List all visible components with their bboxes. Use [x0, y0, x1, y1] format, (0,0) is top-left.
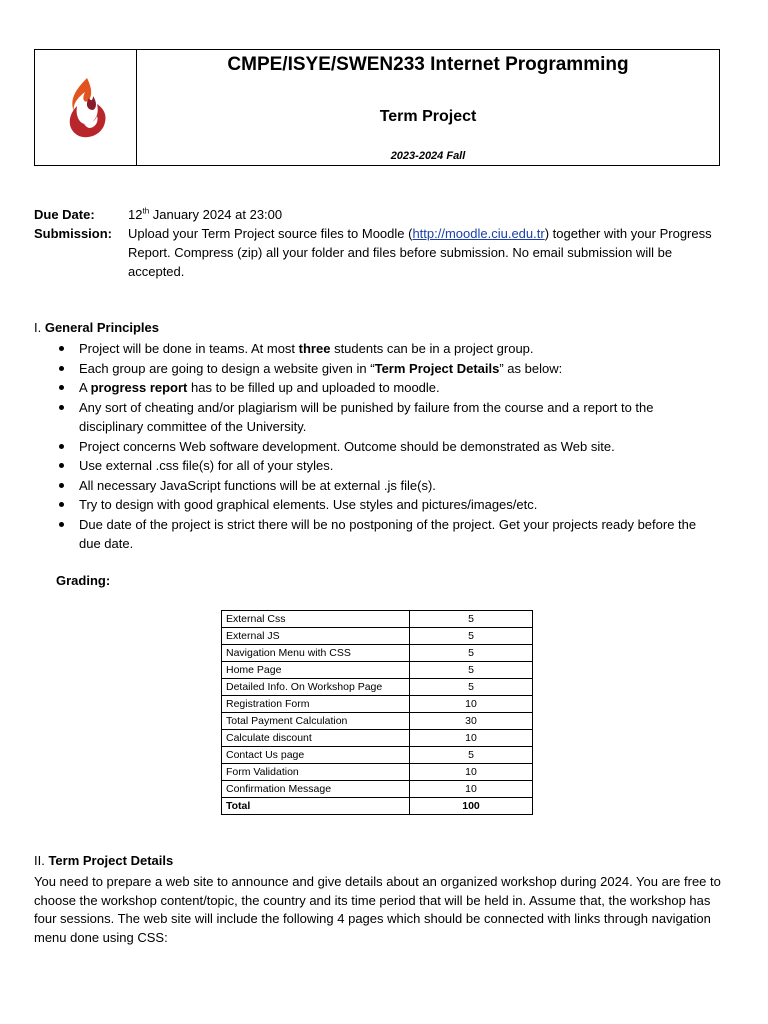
bullet-text: has to be filled up and uploaded to moodle. — [187, 380, 440, 395]
list-item — [56, 339, 706, 359]
bullet-text: students can be in a project group. — [330, 341, 534, 356]
grading-label: Grading: — [56, 573, 111, 588]
bullet-emphasis: progress report — [90, 380, 188, 395]
section-title: Term Project Details — [48, 853, 174, 868]
list-item — [56, 476, 706, 496]
section-title: General Principles — [44, 320, 160, 335]
list-item — [56, 378, 706, 398]
total-label-cell: Total — [222, 798, 410, 815]
semester-label: 2023-2024 Fall — [390, 150, 466, 162]
document-title: Term Project — [379, 108, 477, 125]
points-cell: 5 — [410, 645, 533, 662]
bullet-text: Use external .css file(s) for all of your styles. — [79, 458, 334, 473]
points-cell: 10 — [410, 781, 533, 798]
points-cell: 10 — [410, 764, 533, 781]
criterion-cell: Confirmation Message — [222, 781, 410, 798]
bullet-text: Project concerns Web software development. Outcome should be demonstrated as Web site. — [79, 438, 615, 454]
criterion-cell: Navigation Menu with CSS — [222, 645, 410, 662]
moodle-link[interactable]: http://moodle.ciu.edu.tr — [412, 226, 545, 241]
points-cell: 5 — [410, 662, 533, 679]
title-cell — [137, 50, 719, 165]
table-row — [222, 628, 533, 645]
submission-post: ) together with your Progress Report. Compress (zip) all your folder and files before submission. No email submission will be accepted. — [128, 226, 712, 279]
points-cell: 5 — [410, 611, 533, 628]
list-item — [56, 437, 706, 457]
submission-label: Submission: — [34, 226, 113, 241]
bullet-text: A — [79, 380, 91, 395]
points-cell: 5 — [410, 747, 533, 764]
points-cell: 10 — [410, 730, 533, 747]
grading-table — [221, 610, 533, 815]
criterion-cell: Home Page — [222, 662, 410, 679]
due-day: 12 — [128, 207, 143, 222]
bullet-text: Project will be done in teams. At most — [79, 341, 299, 356]
criterion-cell: External JS — [222, 628, 410, 645]
header-box — [34, 49, 720, 166]
points-cell: 30 — [410, 713, 533, 730]
list-item — [56, 359, 706, 379]
university-flame-logo-icon — [63, 76, 109, 140]
table-row — [222, 662, 533, 679]
table-row — [222, 611, 533, 628]
bullet-text: Each group are going to design a website given in “ — [79, 360, 375, 376]
list-item — [56, 456, 706, 476]
points-cell: 5 — [410, 679, 533, 696]
criterion-cell: External Css — [222, 611, 410, 628]
bullet-text: All necessary JavaScript functions will be at external .js file(s). — [79, 477, 436, 493]
criterion-cell: Calculate discount — [222, 730, 410, 747]
list-item — [56, 515, 706, 554]
section-numeral: I. — [34, 320, 45, 335]
bullet-text: ” as below: — [499, 360, 563, 376]
list-item — [56, 398, 706, 437]
bullet-emphasis: Term Project Details — [374, 360, 500, 376]
section-numeral: II. — [34, 853, 49, 868]
due-day-suffix: th — [142, 206, 150, 216]
submission-row — [34, 224, 724, 281]
due-date-value — [128, 205, 724, 224]
criterion-cell: Registration Form — [222, 696, 410, 713]
total-points-cell: 100 — [410, 798, 533, 815]
bullet-text: Due date of the project is strict there will be no postponing of the project. Get your projects ready before the due date. — [79, 516, 697, 551]
logo-cell — [35, 50, 137, 165]
bullet-emphasis: three — [298, 341, 331, 356]
general-principles-heading — [34, 320, 159, 335]
due-date-label: Due Date: — [34, 207, 95, 222]
submission-text — [128, 224, 724, 281]
criterion-cell: Contact Us page — [222, 747, 410, 764]
table-row — [222, 747, 533, 764]
submission-pre: Upload your Term Project source files to Moodle ( — [128, 226, 413, 241]
term-project-details-text: You need to prepare a web site to announce and give details about an organized workshop during 2024. You are free to choose the workshop content/topic, the country and its time period that will be held in. Assume that, the workshop has four sessions. The web site will include the following 4 pages which should be connected with links through navigation menu done using CSS: — [34, 874, 721, 945]
criterion-cell: Form Validation — [222, 764, 410, 781]
points-cell: 10 — [410, 696, 533, 713]
list-item — [56, 495, 706, 515]
table-row — [222, 645, 533, 662]
course-title: CMPE/ISYE/SWEN233 Internet Programming — [227, 54, 629, 75]
criterion-cell: Detailed Info. On Workshop Page — [222, 679, 410, 696]
bullet-text: Any sort of cheating and/or plagiarism will be punished by failure from the course and a report to the disciplinary committee of the University. — [79, 399, 654, 434]
table-row — [222, 713, 533, 730]
points-cell: 5 — [410, 628, 533, 645]
table-row — [222, 730, 533, 747]
table-row — [222, 679, 533, 696]
submission-info — [34, 205, 724, 281]
criterion-cell: Total Payment Calculation — [222, 713, 410, 730]
bullet-text: Try to design with good graphical elements. Use styles and pictures/images/etc. — [79, 497, 538, 512]
general-principles-list — [56, 339, 706, 554]
table-row — [222, 781, 533, 798]
table-row — [222, 696, 533, 713]
table-row — [222, 764, 533, 781]
due-rest: January 2024 at 23:00 — [149, 207, 283, 222]
due-date-row — [34, 205, 724, 224]
term-project-details-heading — [34, 853, 173, 868]
total-row — [222, 798, 533, 815]
